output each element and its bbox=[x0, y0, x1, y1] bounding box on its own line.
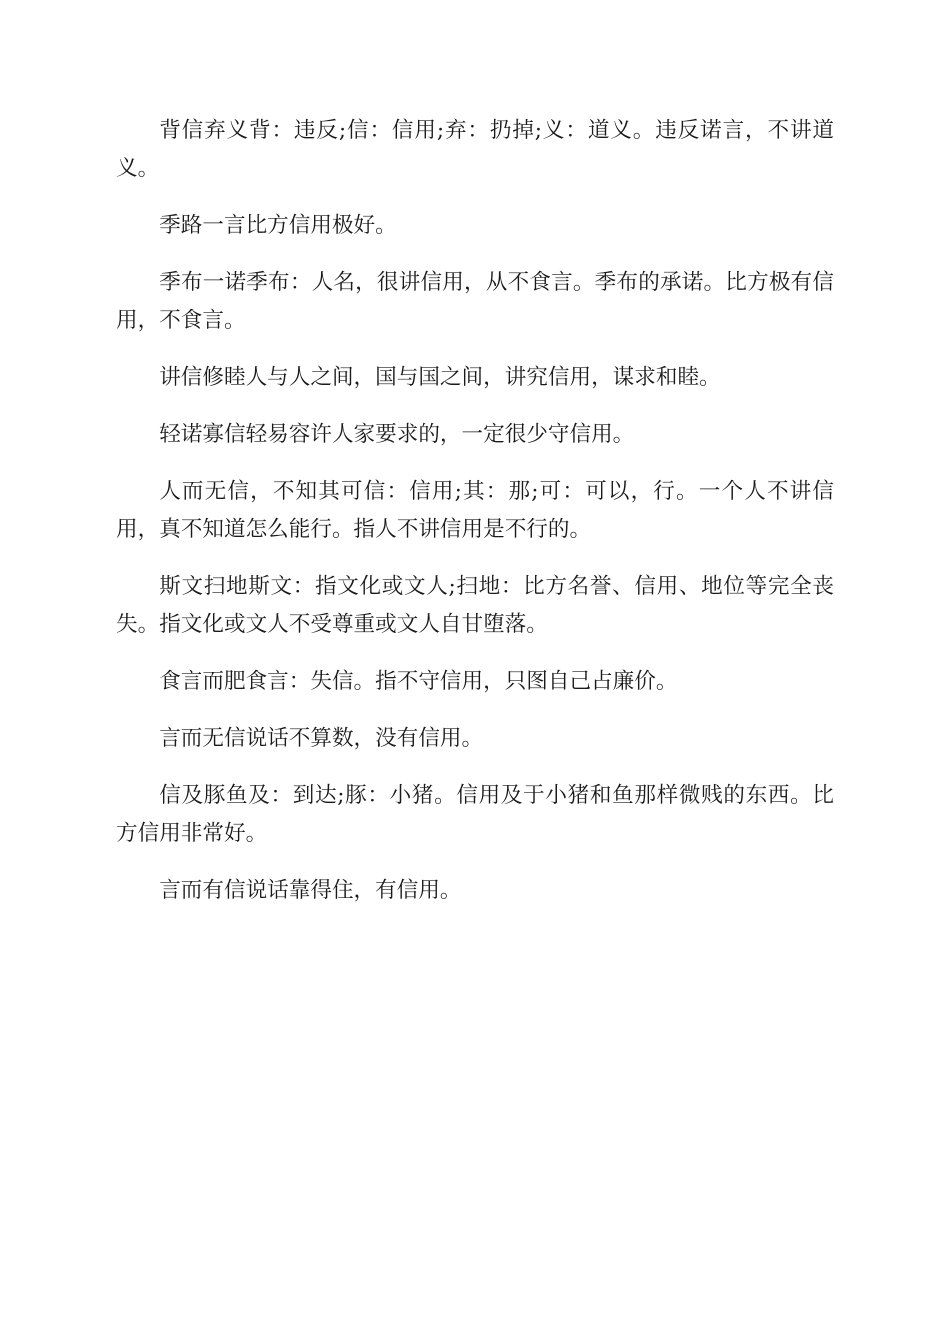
paragraph: 言而有信说话靠得住，有信用。 bbox=[159, 878, 462, 903]
paragraph: 斯文扫地斯文：指文化或文人;扫地：比方名誉、信用、地位等完全丧失。指文化或文人不受尊重或文人自甘堕落。 bbox=[116, 574, 834, 637]
paragraph: 言而无信说话不算数，没有信用。 bbox=[159, 726, 484, 751]
paragraph: 人而无信，不知其可信：信用;其：那;可：可以，行。一个人不讲信用，真不知道怎么能行。指人不讲信用是不行的。 bbox=[116, 479, 834, 542]
paragraph: 讲信修睦人与人之间，国与国之间，讲究信用，谋求和睦。 bbox=[159, 365, 721, 390]
paragraph: 食言而肥食言：失信。指不守信用，只图自己占廉价。 bbox=[159, 669, 678, 694]
paragraph: 季路一言比方信用极好。 bbox=[159, 213, 397, 238]
paragraph: 轻诺寡信轻易容许人家要求的，一定很少守信用。 bbox=[159, 422, 635, 447]
paragraph: 背信弃义背：违反;信：信用;弃：扔掉;义：道义。违反诺言，不讲道义。 bbox=[116, 118, 834, 181]
paragraph: 季布一诺季布：人名，很讲信用，从不食言。季布的承诺。比方极有信用，不食言。 bbox=[116, 270, 834, 333]
paragraph: 信及豚鱼及：到达;豚：小猪。信用及于小猪和鱼那样微贱的东西。比方信用非常好。 bbox=[116, 783, 834, 846]
document-body bbox=[116, 112, 834, 929]
